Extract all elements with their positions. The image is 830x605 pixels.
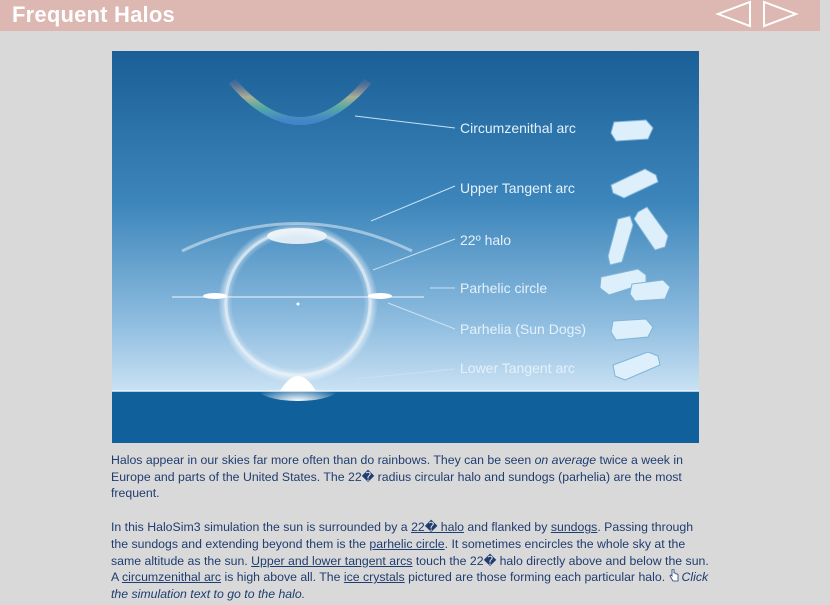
link-sundogs[interactable]: sundogs: [550, 520, 598, 535]
description-text: [111, 452, 711, 603]
link-ice-crystals[interactable]: ice crystals: [343, 570, 405, 585]
label-circumzenithal-arc[interactable]: Circumzenithal arc: [460, 120, 576, 136]
emphasis-on-average: on average: [534, 453, 597, 467]
label-lower-tangent-arc[interactable]: Lower Tangent arc: [460, 360, 575, 376]
hand-cursor-icon: [669, 569, 679, 582]
page-title: Frequent Halos: [12, 2, 175, 27]
title-bar: [0, 0, 820, 31]
intro-paragraph: Halos appear in our skies far more often than do rainbows. They can be seen on average twice a week in Europe and parts of the United States. The 22� radius circular halo and sundogs (parhelia) are the most frequent.: [111, 453, 683, 501]
plate-crystal-icon: [611, 120, 653, 141]
plate-crystal-icon-2: [611, 319, 653, 340]
halo-simulation-image[interactable]: [112, 51, 699, 443]
left-arrow-icon: [718, 2, 750, 26]
link-22-halo[interactable]: 22� halo: [411, 520, 465, 535]
label-parhelic-circle[interactable]: Parhelic circle: [460, 280, 548, 296]
ground-band: [112, 391, 699, 443]
link-parhelic-circle[interactable]: parhelic circle: [369, 536, 445, 551]
label-22-halo[interactable]: 22º halo: [460, 232, 512, 248]
link-circumzenithal-arc[interactable]: circumzenithal arc: [121, 570, 222, 585]
link-tangent-arcs[interactable]: Upper and lower tangent arcs: [251, 553, 413, 568]
label-upper-tangent-arc[interactable]: Upper Tangent arc: [460, 180, 575, 196]
previous-page-button[interactable]: [714, 0, 754, 28]
click-hint: Click the simulation text to go to the halo.: [111, 570, 709, 601]
sky-background: [112, 51, 699, 391]
simulation-paragraph: In this HaloSim3 simulation the sun is surrounded by a 22� halo and flanked by sundogs. Passing through the sundogs and extending beyond them is the parhelic circle. It sometimes encircles the whole sky at the same altitude as the sun. Upper and lower tangent arcs touch the 22� halo directly above and below the sun. A circumzenithal arc is high above all. The ice crystals pictured are those forming each particular halo. Click the simulation text to go to the halo.: [111, 520, 709, 601]
label-parhelia[interactable]: Parhelia (Sun Dogs): [460, 321, 587, 337]
right-arrow-icon: [764, 2, 796, 26]
next-page-button[interactable]: [760, 0, 800, 28]
